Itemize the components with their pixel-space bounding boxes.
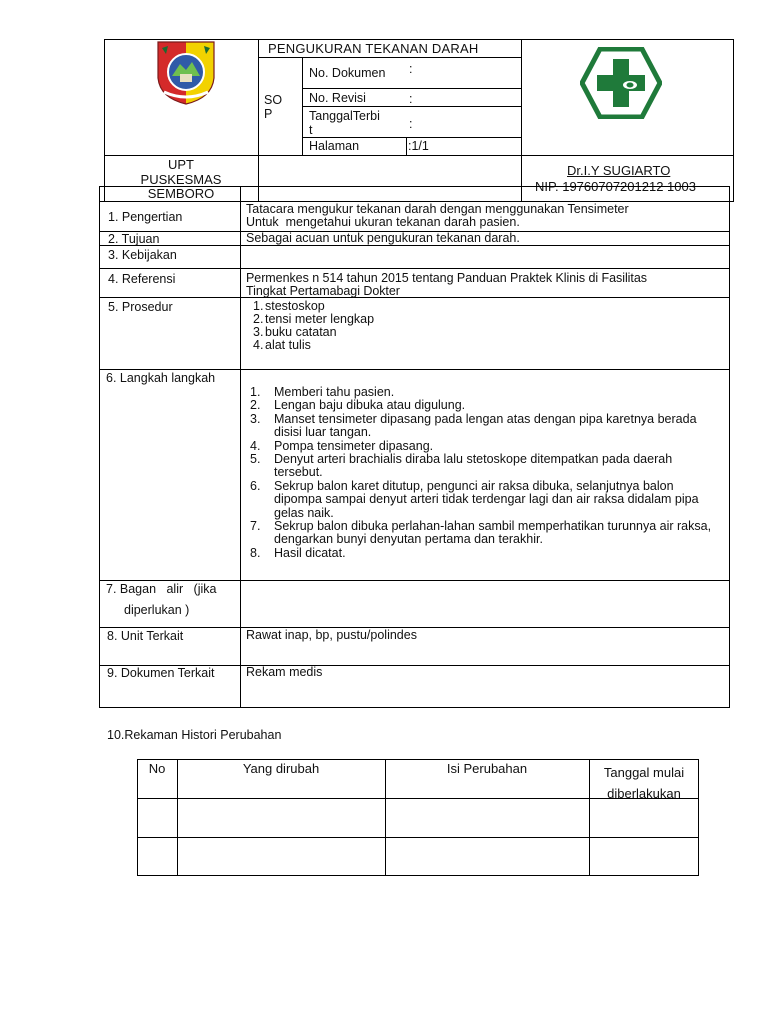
section-text-dokumen-terkait: Rekam medis <box>246 665 323 679</box>
sop-label: SO P <box>264 93 283 121</box>
signer-name: Dr.I.Y SUGIARTO <box>567 163 671 178</box>
field-value-no-dokumen: : <box>409 62 413 76</box>
section-label-kebijakan: 3. Kebijakan <box>108 248 177 262</box>
field-label-halaman: Halaman <box>309 139 360 153</box>
field-value-no-revisi: : <box>409 92 413 106</box>
list-item: 3. buku catatan <box>253 325 337 339</box>
list-item: 4. Pompa tensimeter dipasang. <box>250 438 434 453</box>
section-label-prosedur: 5. Prosedur <box>108 300 173 314</box>
section-text-unit-terkait: Rawat inap, bp, pustu/polindes <box>246 628 417 642</box>
tool-list <box>253 300 374 352</box>
history-col-no: No <box>148 761 166 776</box>
field-label-tanggal-terbit: TanggalTerbi t <box>309 109 380 137</box>
history-col-yang-dirubah: Yang dirubah <box>242 761 320 776</box>
section-text-tujuan: Sebagai acuan untuk pengukuran tekanan darah. <box>246 231 520 245</box>
section-label-bagan-alir-2: diperlukan ) <box>124 603 190 617</box>
section-label-referensi: 4. Referensi <box>108 272 176 286</box>
regency-shield-logo <box>150 38 222 108</box>
field-value-halaman: :1/1 <box>408 139 429 153</box>
list-item: 5. Denyut arteri brachialis diraba lalu stetoskope ditempatkan pada daerah tersebut. <box>250 452 673 480</box>
history-title: 10.Rekaman Histori Perubahan <box>107 728 282 742</box>
history-col-isi-perubahan: Isi Perubahan <box>446 761 528 776</box>
field-label-no-dokumen: No. Dokumen <box>309 66 386 80</box>
list-item: 1. stestoskop <box>253 299 325 313</box>
list-item: 3. Manset tensimeter dipasang pada lengan atas dengan pipa karetnya berada disisi luar tangan. <box>250 411 697 440</box>
section-label-pengertian: 1. Pengertian <box>108 210 183 224</box>
field-label-no-revisi: No. Revisi <box>309 91 366 105</box>
organization-name: UPT PUSKESMAS SEMBORO <box>140 157 222 201</box>
section-label-unit-terkait: 8. Unit Terkait <box>107 629 184 643</box>
list-item: 4. alat tulis <box>253 338 311 352</box>
section-text-referensi: Permenkes n 514 tahun 2015 tentang Panduan Praktek Klinis di Fasilitas Tingkat Pertamabagi Dokter <box>246 271 647 298</box>
list-item: 2. Lengan baju dibuka atau digulung. <box>250 398 466 413</box>
section-label-bagan-alir: 7. Bagan alir (jika <box>106 582 217 596</box>
section-text-pengertian: Tatacara mengukur tekanan darah dengan menggunakan Tensimeter Untuk mengetahui ukuran tekanan darah pasien. <box>246 202 629 229</box>
section-label-langkah: 6. Langkah langkah <box>106 371 216 385</box>
signer-nip: NIP. 19760707201212 1003 <box>535 180 696 191</box>
field-value-tanggal-terbit: : <box>409 117 413 131</box>
list-item: 1. Memberi tahu pasien. <box>250 385 395 399</box>
puskesmas-logo <box>580 47 662 119</box>
section-label-tujuan: 2. Tujuan <box>108 232 160 246</box>
list-item: 6. Sekrup balon karet ditutup, pengunci air raksa dibuka, selanjutnya balon dipompa sampai denyut arteri tidak terdengar lagi dan air raksa didalam pipa gelas naik. <box>250 478 699 520</box>
section-label-dokumen-terkait: 9. Dokumen Terkait <box>107 666 215 680</box>
sop-title: PENGUKURAN TEKANAN DARAH <box>268 41 479 56</box>
step-list <box>250 386 722 560</box>
list-item: 8. Hasil dicatat. <box>250 545 346 560</box>
history-col-tanggal: Tanggal mulai diberlakukan <box>603 765 685 801</box>
list-item: 2. tensi meter lengkap <box>253 312 375 326</box>
list-item: 7. Sekrup balon dibuka perlahan-lahan sambil memperhatikan turunnya air raksa, dengarkan bunyi denyutan pertama dan terakhir. <box>250 519 712 547</box>
